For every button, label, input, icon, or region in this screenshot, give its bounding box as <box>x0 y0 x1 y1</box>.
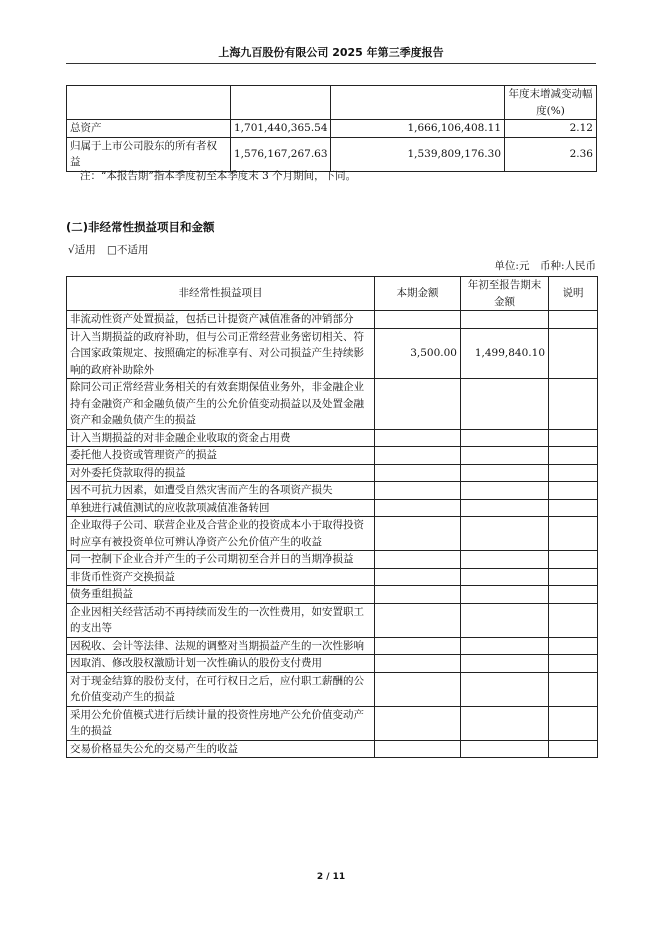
ytd-amount <box>461 499 549 517</box>
non-recurring-items-table <box>66 276 598 758</box>
remark <box>549 586 598 604</box>
balance-summary-table <box>66 85 597 172</box>
ytd-amount <box>461 586 549 604</box>
remark <box>549 482 598 500</box>
applicability-line <box>68 242 148 257</box>
ytd-amount: 1,499,840.10 <box>461 328 549 379</box>
current-amount <box>375 637 461 655</box>
empty-checkbox-icon: □ <box>107 244 117 256</box>
item-label: 非货币性资产交换损益 <box>67 568 375 586</box>
table-row <box>67 586 598 604</box>
remark <box>549 429 598 447</box>
unit-currency-line: 单位:元 币种:人民币 <box>494 260 596 272</box>
check-icon: √ <box>68 244 75 256</box>
table-row <box>67 655 598 673</box>
ytd-amount <box>461 706 549 740</box>
item-label: 债务重组损益 <box>67 586 375 604</box>
current-value: 1,576,167,267.63 <box>231 137 331 171</box>
row-label: 归属于上市公司股东的所有者权益 <box>67 137 231 171</box>
ytd-amount <box>461 568 549 586</box>
ytd-amount <box>461 482 549 500</box>
current-amount <box>375 603 461 637</box>
not-applicable-label: 不适用 <box>116 244 149 256</box>
table-row <box>67 120 597 138</box>
table-row <box>67 379 598 430</box>
item-label: 因取消、修改股权激励计划一次性确认的股份支付费用 <box>67 655 375 673</box>
item-label: 因不可抗力因素，如遭受自然灾害而产生的各项资产损失 <box>67 482 375 500</box>
table-row <box>67 447 598 465</box>
remark <box>549 706 598 740</box>
table-row <box>67 706 598 740</box>
ytd-amount <box>461 740 549 758</box>
current-amount <box>375 655 461 673</box>
remark <box>549 379 598 430</box>
table-header-row <box>67 277 598 311</box>
remark <box>549 637 598 655</box>
current-amount <box>375 551 461 569</box>
current-amount <box>375 379 461 430</box>
item-label: 因税收、会计等法律、法规的调整对当期损益产生的一次性影响 <box>67 637 375 655</box>
current-amount <box>375 568 461 586</box>
table-row <box>67 672 598 706</box>
table-row <box>67 311 598 329</box>
ytd-amount <box>461 551 549 569</box>
current-amount <box>375 672 461 706</box>
table-note: 注：“本报告期”指本季度初至本季度末 3 个月期间，下同。 <box>80 170 357 182</box>
item-label: 同一控制下企业合并产生的子公司期初至合并日的当期净损益 <box>67 551 375 569</box>
item-label: 除同公司正常经营业务相关的有效套期保值业务外，非金融企业持有金融资产和金融负债产生的公允价值变动损益以及处置金融资产和金融负债产生的损益 <box>67 379 375 430</box>
ytd-amount <box>461 672 549 706</box>
header-cell-ytd: 年初至报告期末金额 <box>461 277 549 311</box>
table-row <box>67 499 598 517</box>
remark <box>549 551 598 569</box>
ytd-amount <box>461 517 549 551</box>
header-cell-empty <box>231 86 331 120</box>
header-cell-current: 本期金额 <box>375 277 461 311</box>
ytd-amount <box>461 447 549 465</box>
remark <box>549 740 598 758</box>
item-label: 计入当期损益的对非金融企业收取的资金占用费 <box>67 429 375 447</box>
change-value: 2.36 <box>505 137 597 171</box>
remark <box>549 655 598 673</box>
remark <box>549 517 598 551</box>
remark <box>549 447 598 465</box>
remark <box>549 603 598 637</box>
current-amount <box>375 706 461 740</box>
item-label: 交易价格显失公允的交易产生的收益 <box>67 740 375 758</box>
remark <box>549 311 598 329</box>
item-label: 委托他人投资或管理资产的损益 <box>67 447 375 465</box>
ytd-amount <box>461 603 549 637</box>
item-label: 对外委托贷款取得的损益 <box>67 464 375 482</box>
current-amount <box>375 482 461 500</box>
table-row <box>67 137 597 171</box>
table-row <box>67 740 598 758</box>
section-title: (二)非经常性损益项目和金额 <box>66 220 215 234</box>
current-amount: 3,500.00 <box>375 328 461 379</box>
header-cell-item: 非经常性损益项目 <box>67 277 375 311</box>
ytd-amount <box>461 637 549 655</box>
table-row <box>67 637 598 655</box>
header-rule <box>66 63 596 64</box>
header-cell-empty <box>67 86 231 120</box>
remark <box>549 499 598 517</box>
current-amount <box>375 311 461 329</box>
header-cell-change: 年度末增减变动幅度(%) <box>505 86 597 120</box>
table-row <box>67 551 598 569</box>
current-amount <box>375 586 461 604</box>
prior-value: 1,539,809,176.30 <box>331 137 505 171</box>
table-row <box>67 464 598 482</box>
ytd-amount <box>461 464 549 482</box>
item-label: 采用公允价值模式进行后续计量的投资性房地产公允价值变动产生的损益 <box>67 706 375 740</box>
header-cell-remark: 说明 <box>549 277 598 311</box>
document-header: 上海九百股份有限公司 2025 年第三季度报告 <box>218 46 444 59</box>
current-amount <box>375 499 461 517</box>
table-row <box>67 328 598 379</box>
table-row <box>67 482 598 500</box>
remark <box>549 328 598 379</box>
item-label: 单独进行减值测试的应收款项减值准备转回 <box>67 499 375 517</box>
table-row <box>67 517 598 551</box>
ytd-amount <box>461 655 549 673</box>
item-label: 企业因相关经营活动不再持续而发生的一次性费用，如安置职工的支出等 <box>67 603 375 637</box>
current-amount <box>375 447 461 465</box>
item-label: 企业取得子公司、联营企业及合营企业的投资成本小于取得投资时应享有被投资单位可辨认净资产公允价值产生的收益 <box>67 517 375 551</box>
table-row <box>67 603 598 637</box>
item-label: 非流动性资产处置损益，包括已计提资产减值准备的冲销部分 <box>67 311 375 329</box>
ytd-amount <box>461 311 549 329</box>
remark <box>549 568 598 586</box>
current-amount <box>375 464 461 482</box>
applicable-label: 适用 <box>74 244 96 256</box>
ytd-amount <box>461 429 549 447</box>
table-header-row <box>67 86 597 120</box>
prior-value: 1,666,106,408.11 <box>331 120 505 138</box>
current-amount <box>375 517 461 551</box>
row-label: 总资产 <box>67 120 231 138</box>
current-amount <box>375 740 461 758</box>
table-row <box>67 568 598 586</box>
item-label: 计入当期损益的政府补助，但与公司正常经营业务密切相关、符合国家政策规定、按照确定的标准享有、对公司损益产生持续影响的政府补助除外 <box>67 328 375 379</box>
remark <box>549 672 598 706</box>
current-amount <box>375 429 461 447</box>
change-value: 2.12 <box>505 120 597 138</box>
header-cell-empty <box>331 86 505 120</box>
remark <box>549 464 598 482</box>
current-value: 1,701,440,365.54 <box>231 120 331 138</box>
item-label: 对于现金结算的股份支付，在可行权日之后，应付职工薪酬的公允价值变动产生的损益 <box>67 672 375 706</box>
ytd-amount <box>461 379 549 430</box>
page-number: 2 / 11 <box>316 872 346 882</box>
table-row <box>67 429 598 447</box>
